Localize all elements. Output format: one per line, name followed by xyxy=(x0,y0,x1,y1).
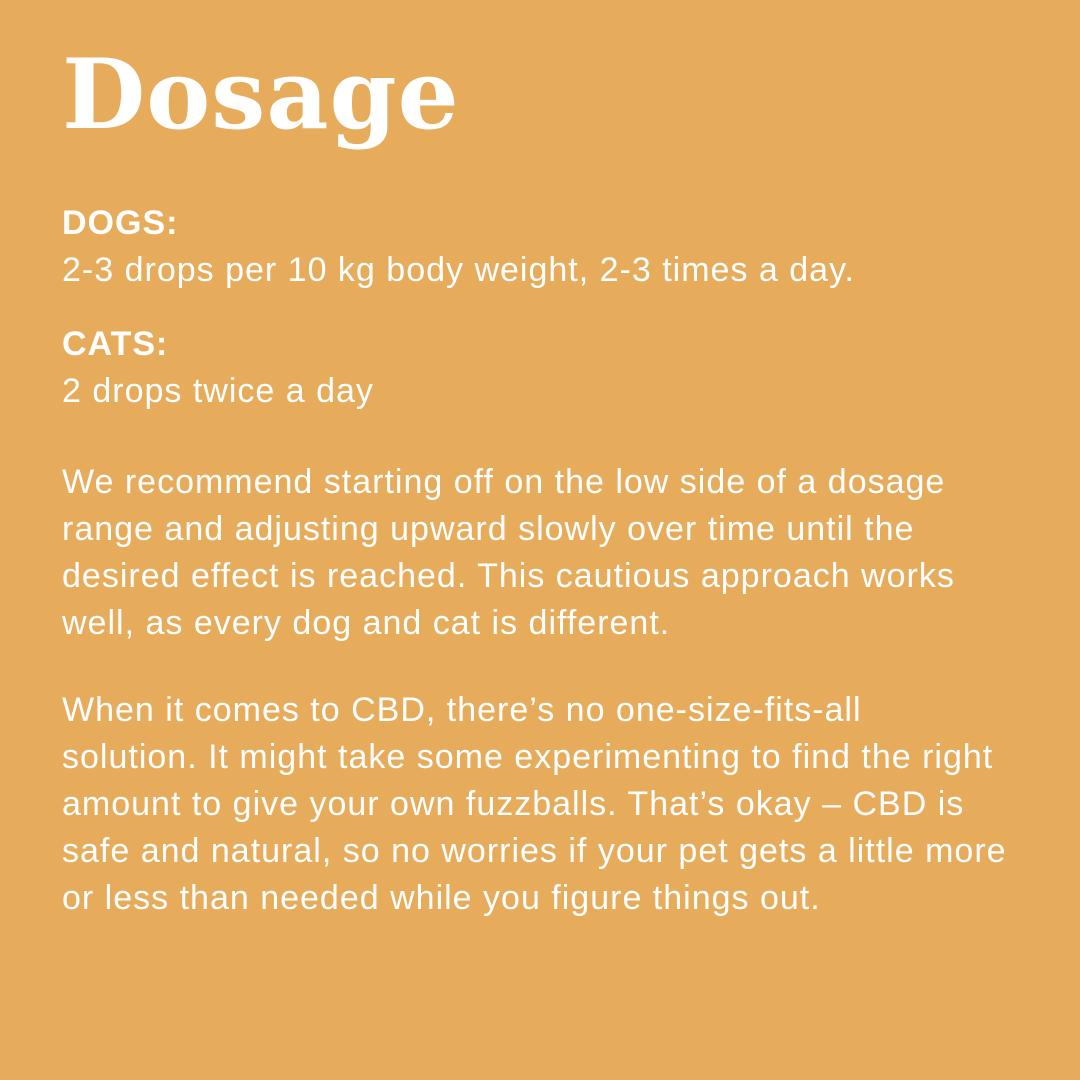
dogs-dosage-section xyxy=(62,200,1018,294)
cats-heading: CATS: xyxy=(62,324,169,363)
dogs-dosage-text: 2-3 drops per 10 kg body weight, 2-3 times a day. xyxy=(62,250,855,289)
cats-dosage-section xyxy=(62,321,1018,415)
cats-dosage-text: 2 drops twice a day xyxy=(62,371,374,410)
dogs-heading: DOGS: xyxy=(62,203,179,242)
page-title: Dosage xyxy=(62,38,460,151)
cbd-guidance-paragraph: When it comes to CBD, there’s no one-size-fits-all solution. It might take some experimenting to find the right amount to give your own fuzzballs. That’s okay – CBD is safe and natural, so no worries if your pet gets a little more or less than needed while you figure things out. xyxy=(62,690,1007,917)
recommendation-paragraph: We recommend starting off on the low side of a dosage range and adjusting upward slowly over time until the desired effect is reached. This cautious approach works well, as every dog and cat is different. xyxy=(62,462,955,642)
